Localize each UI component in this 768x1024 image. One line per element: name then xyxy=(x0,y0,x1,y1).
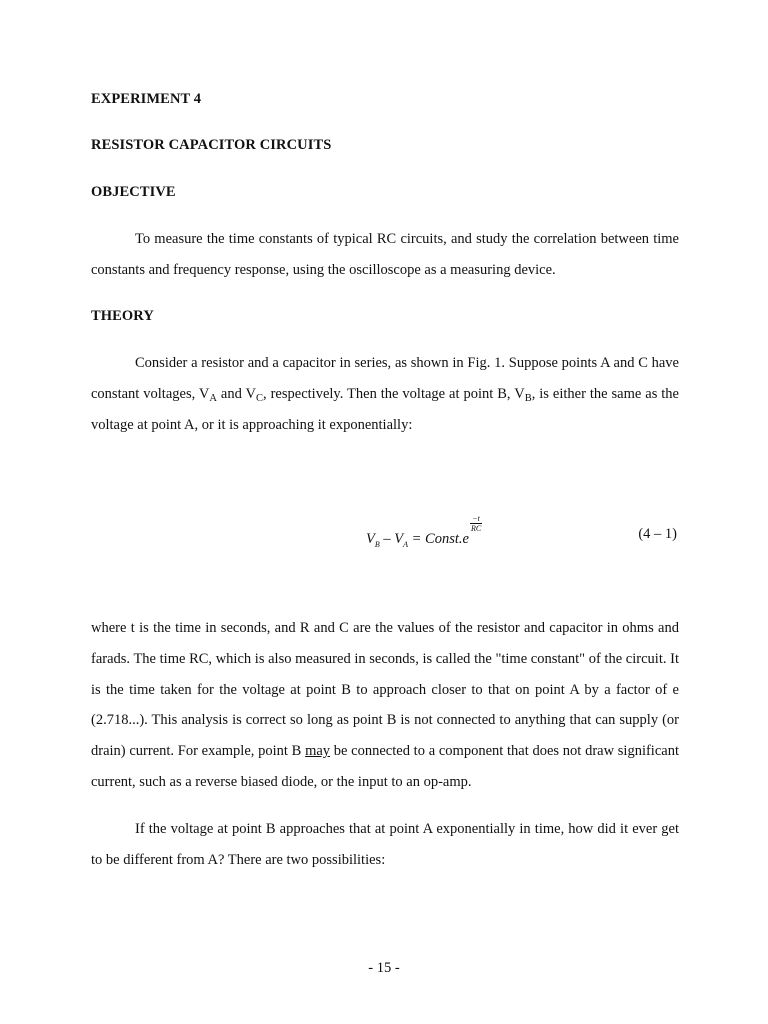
equation-vb: V xyxy=(366,531,375,547)
exponent-denominator: RC xyxy=(470,524,482,533)
theory-paragraph-2 xyxy=(91,613,679,798)
experiment-heading: EXPERIMENT 4 xyxy=(91,91,202,107)
theory-p1-part3: , respectively. Then the voltage at point B, V xyxy=(263,385,525,402)
theory-p2-part2: be connected to a component that does not draw significant current, such as a reverse biased diode, or the input to an op-amp. xyxy=(91,743,679,790)
equation-va-sub: A xyxy=(403,540,408,549)
exponent-numerator: −t xyxy=(470,514,482,524)
theory-p1-part1: Consider a resistor and a capacitor in series, as shown in Fig. 1. Suppose points A and C have constant voltages, V xyxy=(91,355,679,402)
theory-p1-part4: , is either the same as the voltage at point A, or it is approaching it exponentially: xyxy=(91,385,679,433)
objective-text: To measure the time constants of typical RC circuits, and study the correlation between time constants and frequency response, using the oscilloscope as a measuring device. xyxy=(91,231,679,278)
theory-p1-part2: and V xyxy=(216,385,257,402)
subscript-b: B xyxy=(524,392,532,404)
subscript-c: C xyxy=(256,392,264,404)
equation-body xyxy=(366,514,482,549)
theory-p2-part1: where t is the time in seconds, and R and C are the values of the resistor and capacitor in ohms and farads. The time RC, which is also measured in seconds, is called the "time constant" of the circuit. It is the time taken for the voltage at point B to approach closer to that on point A by a factor of e (2.718...). This analysis is correct so long as point B is not connected to anything that can supply (or drain) current. For example, point B xyxy=(91,620,679,760)
underlined-word: may xyxy=(305,743,331,760)
equation-rhs: = Const.e xyxy=(408,531,469,547)
equation-vb-sub: B xyxy=(374,540,380,549)
equation-number: (4 – 1) xyxy=(638,526,677,542)
equation-exponent xyxy=(470,514,482,533)
equation-va: V xyxy=(394,531,404,547)
equation-4-1 xyxy=(366,512,482,549)
page-number: - 15 - xyxy=(368,960,400,976)
theory-paragraph-1 xyxy=(91,348,679,440)
equation-minus: – xyxy=(379,531,395,547)
theory-paragraph-3 xyxy=(91,814,679,876)
objective-paragraph xyxy=(91,224,679,286)
objective-heading: OBJECTIVE xyxy=(91,184,176,200)
subscript-a: A xyxy=(209,392,217,404)
theory-heading: THEORY xyxy=(91,308,154,324)
theory-p3-text: If the voltage at point B approaches that at point A exponentially in time, how did it ever get to be different from A? There are two possibilities: xyxy=(91,821,679,868)
title-heading: RESISTOR CAPACITOR CIRCUITS xyxy=(91,137,332,153)
